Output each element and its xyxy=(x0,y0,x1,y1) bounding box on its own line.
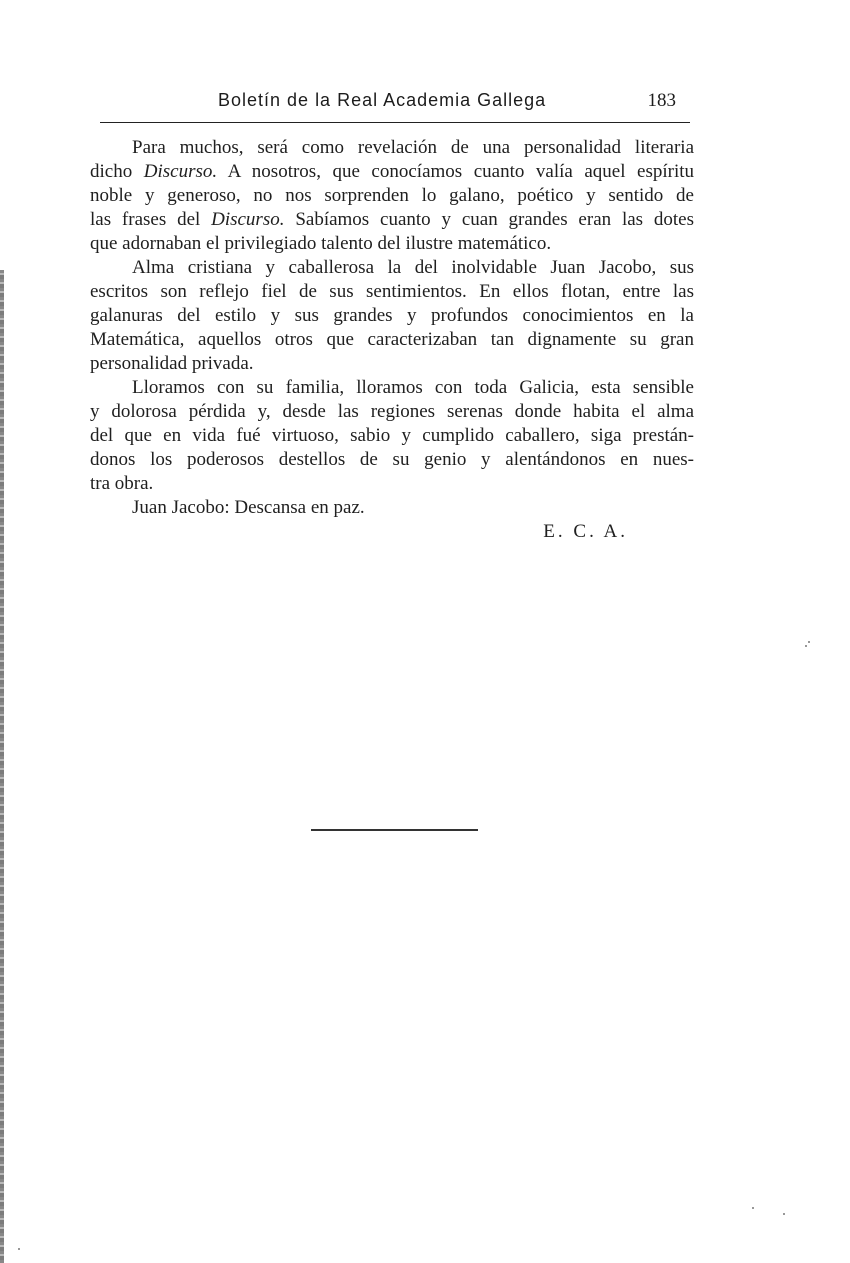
text-line: Juan Jacobo: Descansa en paz. xyxy=(132,497,365,518)
text-line xyxy=(90,208,694,232)
text-fragment: dicho xyxy=(90,161,133,182)
text-line: Alma cristiana y caballerosa la del inolvidable Juan Jacobo, sus xyxy=(132,257,694,278)
scan-speck xyxy=(783,1213,785,1215)
scan-speck xyxy=(808,641,810,643)
text-line: del que en vida fué virtuoso, sabio y cumplido caballero, siga prestán- xyxy=(90,425,694,446)
text-line: Lloramos con su familia, lloramos con toda Galicia, esta sensible xyxy=(132,377,694,398)
text-fragment: Sabíamos cuanto y cuan grandes eran las dotes xyxy=(295,209,694,230)
signature: E. C. A. xyxy=(543,521,628,542)
page-number: 183 xyxy=(647,90,676,111)
text-line: que adornaban el privilegiado talento del ilustre matemático. xyxy=(90,233,552,254)
scan-speck xyxy=(752,1207,754,1209)
text-line xyxy=(90,160,694,184)
text-line: noble y generoso, no nos sorprenden lo galano, poético y sentido de xyxy=(90,185,694,206)
scan-speck xyxy=(805,645,807,647)
text-line: y dolorosa pérdida y, desde las regiones serenas donde habita el alma xyxy=(90,401,694,422)
text-line: personalidad privada. xyxy=(90,353,254,374)
text-line: Para muchos, será como revelación de una personalidad literaria xyxy=(132,137,694,158)
italic-title: Discurso. xyxy=(211,209,285,230)
scanned-page-edge xyxy=(0,270,4,1263)
running-title: Boletín de la Real Academia Gallega xyxy=(218,90,547,110)
scan-speck xyxy=(18,1248,20,1250)
running-header xyxy=(100,88,690,123)
text-fragment: las frases del xyxy=(90,209,201,230)
article-text xyxy=(90,136,694,544)
text-line: galanuras del estilo y sus grandes y profundos conocimientos en la xyxy=(90,305,694,326)
closing-rule xyxy=(311,829,478,831)
text-line: donos los poderosos destellos de su genio y alentándonos en nues- xyxy=(90,449,694,470)
text-line: tra obra. xyxy=(90,473,154,494)
italic-title: Discurso. xyxy=(143,161,218,182)
text-line: Matemática, aquellos otros que caracterizaban tan dignamente su gran xyxy=(90,329,694,350)
text-fragment: A nosotros, que conocíamos cuanto valía aquel espíritu xyxy=(227,161,694,182)
text-line: escritos son reflejo fiel de sus sentimientos. En ellos flotan, entre las xyxy=(90,281,694,302)
